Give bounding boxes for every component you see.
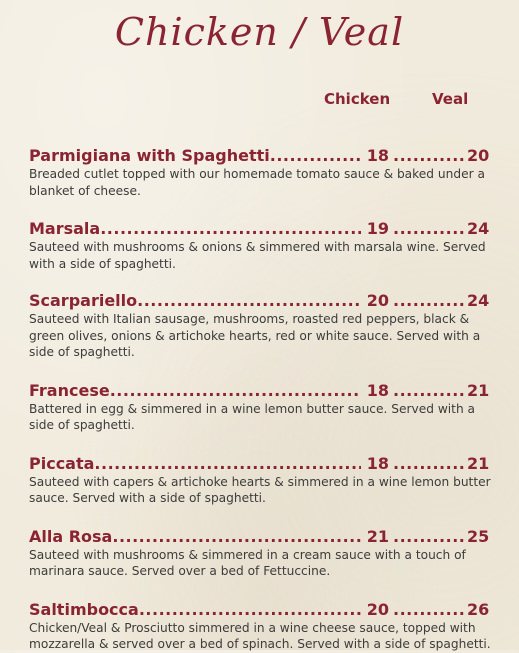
- menu-item-alla-rosa: [29, 527, 489, 580]
- menu-item-heading: [29, 381, 489, 401]
- menu-items-list: [29, 146, 489, 653]
- dot-leader: [270, 146, 361, 165]
- dot-leader: [389, 291, 467, 310]
- dot-leader: [94, 454, 361, 473]
- chicken-price: 20: [366, 291, 389, 310]
- veal-price: 21: [467, 453, 489, 473]
- veal-price: 25: [467, 526, 489, 546]
- menu-item-scarpariello: [29, 291, 489, 361]
- menu-item-heading: [29, 600, 489, 620]
- item-name: Parmigiana with Spaghetti: [29, 146, 270, 165]
- chicken-price: 20: [366, 599, 389, 619]
- dot-leader: [110, 381, 361, 400]
- chicken-price: 18: [366, 453, 389, 473]
- item-description: Sauteed with mushrooms & onions & simmered with marsala wine. Served with a side of spaghetti.: [29, 240, 486, 271]
- dot-leader: [112, 527, 361, 546]
- item-name: Francese: [29, 380, 110, 400]
- item-description: Sauteed with mushrooms & simmered in a cream sauce with a touch of marinara sauce. Served over a bed of Fettuccine.: [29, 547, 466, 578]
- dot-leader: [389, 600, 467, 619]
- item-description: Battered in egg & simmered in a wine lemon butter sauce. Served with a side of spaghetti.: [29, 401, 476, 432]
- dot-leader: [389, 381, 467, 400]
- item-name: Alla Rosa: [29, 526, 113, 546]
- veal-price: 21: [467, 380, 489, 400]
- menu-item-heading: [29, 291, 489, 311]
- veal-price: 26: [467, 599, 489, 619]
- veal-price: 20: [467, 146, 489, 165]
- item-description: Breaded cutlet topped with our homemade tomato sauce & baked under a blanket of cheese.: [29, 167, 485, 198]
- item-name: Piccata: [29, 453, 95, 473]
- item-name: Scarpariello: [29, 291, 138, 310]
- dot-leader: [389, 454, 467, 473]
- chicken-price: 18: [366, 380, 389, 400]
- menu-item-heading: [29, 527, 489, 547]
- dot-leader: [389, 219, 467, 238]
- item-name: Saltimbocca: [29, 599, 139, 619]
- item-description: Sauteed with capers & artichoke hearts & simmered in a wine lemon butter sauce. Served with a side of spaghetti.: [29, 474, 491, 505]
- item-description: Chicken/Veal & Prosciutto simmered in a wine cheese sauce, topped with mozzarella & served over a bed of spinach. Served with a side of spaghetti.: [29, 620, 491, 651]
- item-name: Marsala: [29, 219, 101, 238]
- veal-price: 24: [467, 291, 489, 310]
- menu-item-heading: [29, 146, 489, 166]
- dot-leader: [389, 146, 467, 165]
- chicken-price: 18: [366, 146, 389, 165]
- menu-item-piccata: [29, 454, 489, 507]
- menu-item-marsala: [29, 219, 489, 272]
- column-header-chicken: Chicken: [324, 90, 391, 108]
- chicken-price: 21: [366, 526, 389, 546]
- column-header-veal: Veal: [432, 90, 469, 108]
- dot-leader: [100, 219, 361, 238]
- menu-item-francese: [29, 381, 489, 434]
- veal-price: 24: [467, 219, 489, 238]
- page-title: Chicken / Veal: [114, 10, 405, 54]
- chicken-price: 19: [366, 219, 389, 238]
- menu-item-parmigiana: [29, 146, 489, 199]
- menu-item-heading: [29, 219, 489, 239]
- dot-leader: [139, 600, 361, 619]
- menu-item-heading: [29, 454, 489, 474]
- item-description: Sauteed with Italian sausage, mushrooms, roasted red peppers, black & green olives, onions & artichoke hearts, red or white sauce. Served with a side of spaghetti.: [29, 312, 481, 359]
- dot-leader: [137, 291, 361, 310]
- menu-item-saltimbocca: [29, 600, 489, 653]
- dot-leader: [389, 527, 467, 546]
